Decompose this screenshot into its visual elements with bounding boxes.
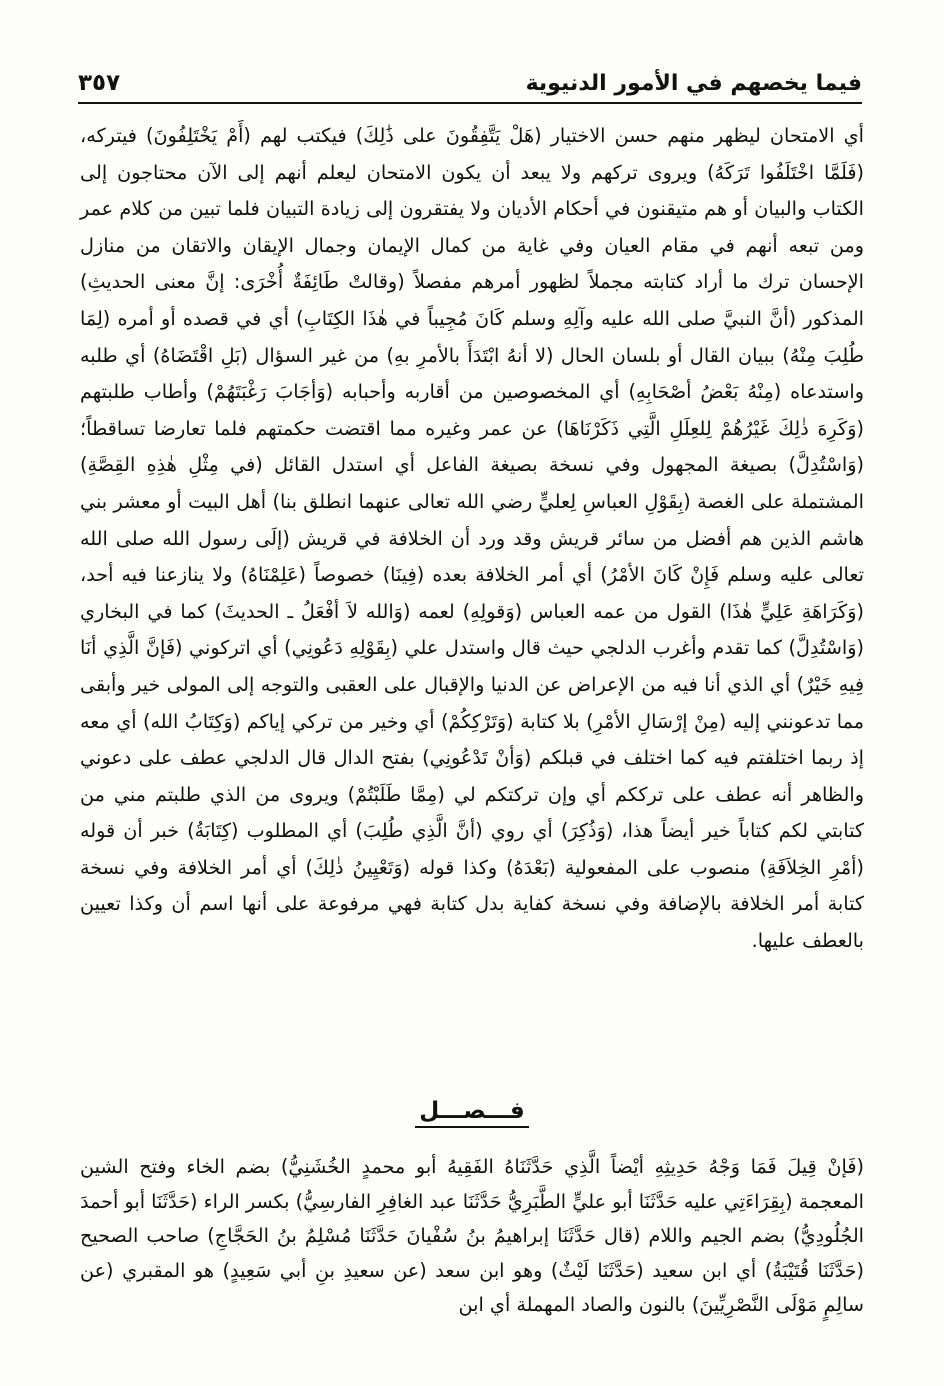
page-number: ٣٥٧ [78,70,121,96]
section-heading-label: فـــصـــل [415,1098,528,1128]
page-header [78,56,862,104]
running-title: فيما يخصهم في الأمور الدنيوية [525,71,862,96]
main-text-block [80,118,864,960]
section-text-block [80,1150,864,1323]
commentary-paragraph: أي الامتحان ليظهر منهم حسن الاختيار (هَلْ يَتَّفِقُونَ على ذَٰلِكَ) فيكتب لهم (أَمْ يَخْتَلِفُونَ) فيتركه، (فَلَمَّا اخْتَلَفُوا تَرَكَهُ) ويروى تركهم ولا يبعد أن يكون الامتحان ليعلم أنهم إلى الآن محتاجون إلى الكتاب والبيان أو هم متيقنون في أحكام الأديان ولا يفتقرون إلى زيادة التبيان فلما تبين من كلام عمر ومن تبعه أنهم في مقام العيان وفي غاية من كمال الإيمان وجمال الإيقان والاتقان من منازل الإحسان ترك ما أراد كتابته مجملاً لظهور أمرهم مفصلاً (وقالتْ طَائِفَةٌ أُخْرَى: إنَّ معنى الحديثِ) المذكور (أنَّ النبيَّ صلى الله عليه وآلِهِ وسلم كَانَ مُجِيباً في هٰذَا الكِتَابِ) أي في قصده أو أمره (لِمَا طُلِبَ مِنْهُ) ببيان القال أو بلسان الحال (لا أنهُ ابْتَدَأَ بالأمرِ بهِ) من غير السؤال (بَلِ اقْتَضَاهُ) أي طلبه واستدعاه (مِنْهُ بَعْضُ أصْحَابِهِ) أي المخصوصين من أقاربه وأحبابه (وَأجَابَ رَغْبَتَهُمْ) وأطاب طلبتهم (وَكَرِهَ ذٰلِكَ غَيْرُهُمْ لِلعِلَلِ الَّتِي ذَكَرْنَاهَا) عن عمر وغيره مما اقتضت حكمتهم فلما تعارضا تساقطاً؛ (وَاسْتُدِلَّ) بصيغة المجهول وفي نسخة بصيغة الفاعل أي استدل القائل (في مِثْلِ هٰذِهِ القِصَّةِ) المشتملة على الغصة (بِقَوْلِ العباسِ لِعليٍّ رضي الله تعالى عنهما انطلق بنا) أهل البيت أو معشر بني هاشم الذين هم أفضل من سائر قريش وقد ورد أن الخلافة في قريش (إلَى رسول الله صلى الله تعالى عليه وسلم فَإِنْ كَانَ الأمْرُ) أي أمر الخلافة بعده (فِينَا) خصوصاً (عَلِمْنَاهُ) ولا ينازعنا فيه أحد، (وَكَرَاهَةِ عَلِيٍّ هٰذَا) القول من عمه العباس (وَقولِهِ) لعمه (وَالله لاَ أفْعَلُ ـ الحديثَ) كما في البخاري (وَاسْتُدِلَّ) كما تقدم وأغرب الدلجي حيث قال واستدل علي (بِقَوْلِهِ دَعُونِي) أي اتركوني (فَإنَّ الَّذِي أنَا فِيهِ خَيْرٌ) أي الذي أنا فيه من الإعراض عن الدنيا والإقبال على العقبى والتوجه إلى المولى خير وأبقى مما تدعونني إليه (مِنْ إرْسَالِ الأمْرِ) بلا كتابة (وَتَرْكِكُمْ) أي وخير من تركي إياكم (وَكِتَابُ الله) أي معه إذ ربما اختلفتم فيه كما اختلف في قبلكم (وَأنْ تَدْعُونِي) بفتح الدال قال الدلجي عطف على دعوني والظاهر أنه عطف على ترككم أي وإن تركتكم لي (مِمَّا طَلَبْتُمْ) ويروى من الذي طلبتم مني من كتابتي لكم كتاباً خير أيضاً هذا، (وَذُكِرَ) أي روي (أنَّ الَّذِي طُلِبَ) أي المطلوب (كِتَابَةُ) خبر أن قوله (أمْرِ الخِلاَفَةِ) منصوب على المفعولية (بَعْدَهُ) وكذا قوله (وَتَعْيِينُ ذٰلِكَ) أي أمر الخلافة وفي نسخة كتابة أمر الخلافة بالإضافة وفي نسخة كفاية بدل كتابة فهي مرفوعة على أنها اسم أن وكذا تعيين بالعطف عليها. [80,124,864,953]
section-paragraph: (فَإنْ قِيلَ فَمَا وَجْهُ حَدِيثِهِ أيْضاً الَّذِي حَدَّثَنَاهُ الفَقِيهُ أبو محمدٍ الخُشَنِيُّ) بضم الخاء وفتح الشين المعجمة (بِقِرَاءَتِي عليه حَدَّثَنَا أبو عليٍّ الطَّبَرِيُّ حَدَّثَنَا عبد الغافِرِ الفارسِيُّ) بكسر الراء (حَدَّثَنَا أبو أحمدَ الجُلُودِيُّ) بضم الجيم واللام (قال حَدَّثَنَا إبراهيمُ بنُ سُفْيانَ حَدَّثَنَا مُسْلِمُ بنُ الحَجَّاجِ) صاحب الصحيح (حَدَّثَنَا قُتَيْبَةُ) أي ابن سعيد (حَدَّثَنَا لَيْثٌ) وهو ابن سعد (عن سعيدِ بنِ أبي سَعِيدٍ) هو المقبري (عن سالِمٍ مَوْلَى النَّصْرِيِّينَ) بالنون والصاد المهملة أي ابن [80,1155,864,1316]
section-heading [0,1098,944,1128]
